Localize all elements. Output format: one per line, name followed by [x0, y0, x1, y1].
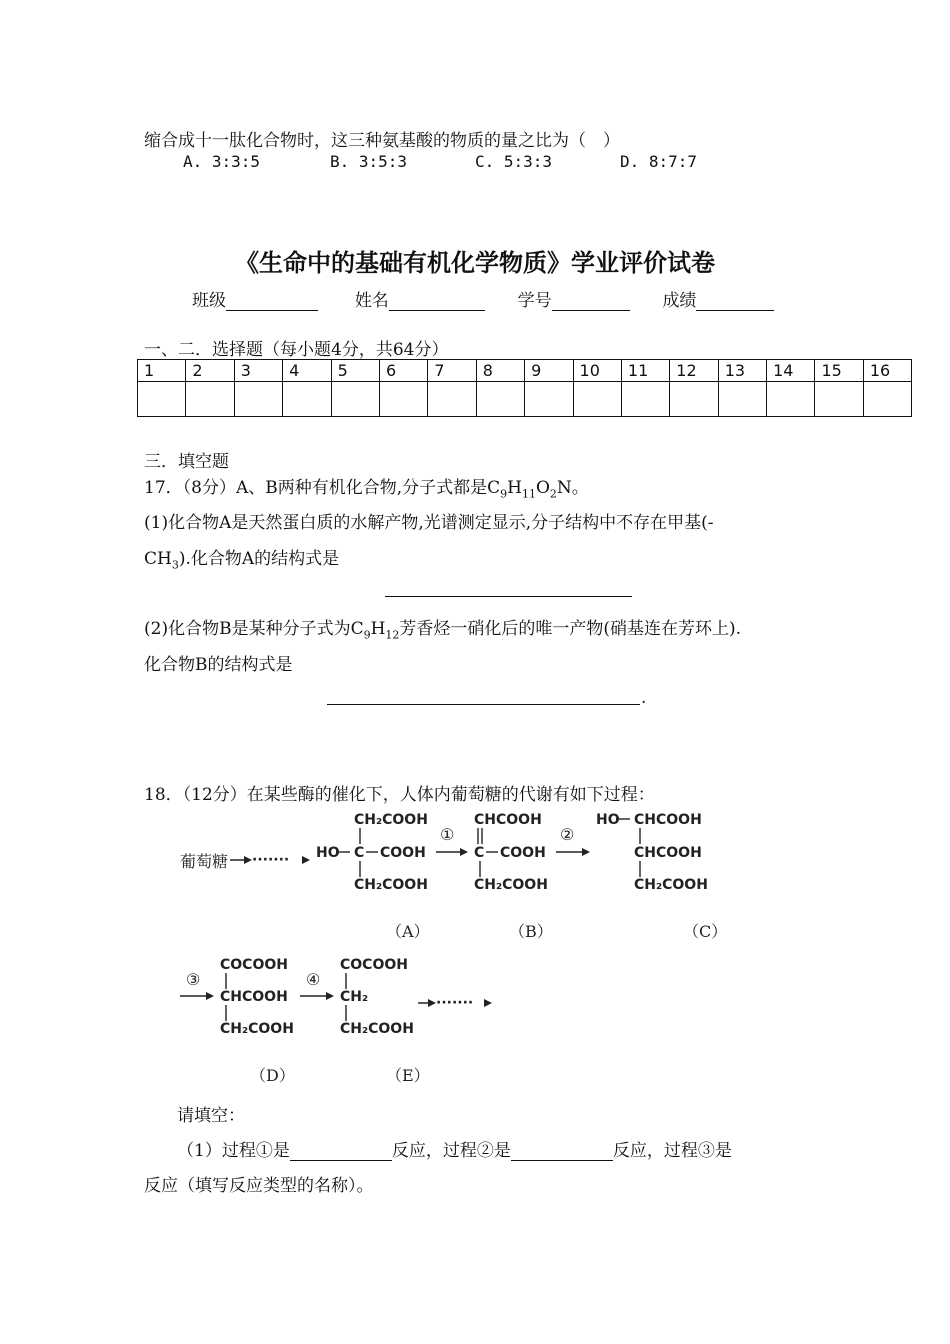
q17-text: 芳香烃一硝化后的唯一产物(硝基连在芳环上).: [399, 619, 742, 639]
q17-part1-line1: (1)化合物A是天然蛋白质的水解产物,光谱测定显示,分子结构中不存在甲基(-: [144, 513, 714, 533]
answer-table: [137, 359, 912, 417]
info-row: [192, 286, 774, 311]
answer-cell[interactable]: [718, 382, 766, 417]
q17-sub: 3: [171, 558, 179, 572]
label-a: （A）: [386, 922, 430, 941]
answer-number: 8: [476, 360, 524, 382]
compound-d-top: COCOOH: [220, 957, 288, 973]
arrow-head: [326, 992, 334, 1000]
q17-sub: 2: [549, 487, 557, 501]
answer-cell[interactable]: [186, 382, 234, 417]
q16-option-d: D. 8:7:7: [620, 152, 698, 171]
answer-cell[interactable]: [476, 382, 524, 417]
q17-part2-line2: 化合物B的结构式是: [144, 655, 293, 675]
q18-fill-prompt: 请填空：: [177, 1106, 245, 1126]
step-2-label: ②: [560, 825, 575, 844]
compound-b-cooh: COOH: [500, 845, 546, 861]
step-3-label: ③: [186, 970, 201, 989]
answer-cell[interactable]: [767, 382, 815, 417]
q18-text: （1）过程①是: [177, 1141, 290, 1161]
compound-c-mid: CHCOOH: [634, 845, 702, 861]
answer-number: 10: [573, 360, 621, 382]
q17-part2-line1: [144, 614, 741, 641]
arrow-head: [428, 999, 436, 1007]
name-field[interactable]: [389, 292, 485, 311]
q18-text: 反应，过程③是: [612, 1141, 732, 1161]
q18-q1-line1: [177, 1136, 732, 1161]
q17-text: H: [507, 478, 522, 498]
q18-blank-2[interactable]: [511, 1144, 613, 1161]
name-label: 姓名: [354, 291, 389, 311]
compound-d-mid: CHCOOH: [220, 989, 288, 1005]
q17-answer-line-1[interactable]: [385, 596, 632, 597]
q17-text: N。: [556, 478, 589, 498]
answer-cell[interactable]: [331, 382, 379, 417]
answer-number-row: [138, 360, 912, 382]
answer-number: 16: [863, 360, 911, 382]
answer-number: 6: [379, 360, 427, 382]
compound-b-top: CHCOOH: [474, 812, 542, 828]
answer-number: 1: [138, 360, 186, 382]
q16-option-b: B. 3:5:3: [330, 152, 408, 171]
answer-cell[interactable]: [283, 382, 331, 417]
answer-number: 9: [525, 360, 573, 382]
label-c: （C）: [683, 922, 728, 941]
compound-a-top: CH₂COOH: [354, 812, 428, 828]
glucose-label: 葡萄糖: [180, 852, 229, 871]
compound-d-bottom: CH₂COOH: [220, 1021, 294, 1037]
metabolism-pathway-diagram: [0, 800, 950, 1085]
answer-cell[interactable]: [670, 382, 718, 417]
compound-a-cooh: COOH: [380, 845, 426, 861]
compound-a-ho: HO: [316, 845, 340, 861]
arrow-head: [582, 848, 590, 856]
label-b: （B）: [509, 922, 553, 941]
score-label: 成绩: [662, 291, 697, 311]
q17-text: H: [370, 619, 386, 639]
arrow-head: [206, 992, 214, 1000]
step-4-label: ④: [306, 970, 321, 989]
answer-number: 11: [621, 360, 669, 382]
score-field[interactable]: [696, 292, 774, 311]
q17-text: (2)化合物B是某种分子式为C: [144, 619, 364, 639]
compound-e-mid: CH₂: [340, 989, 369, 1005]
answer-cell[interactable]: [863, 382, 911, 417]
answer-cell[interactable]: [525, 382, 573, 417]
label-e: （E）: [386, 1066, 430, 1085]
compound-e-bottom: CH₂COOH: [340, 1021, 414, 1037]
arrow-head: [244, 856, 252, 864]
answer-input-row: [138, 382, 912, 417]
answer-cell[interactable]: [428, 382, 476, 417]
answer-number: 5: [331, 360, 379, 382]
answer-number: 4: [283, 360, 331, 382]
q16-option-c: C. 5:3:3: [475, 152, 553, 171]
student-id-field[interactable]: [552, 292, 630, 311]
answer-cell[interactable]: [234, 382, 282, 417]
q17-sub: 9: [500, 487, 508, 501]
answer-cell[interactable]: [573, 382, 621, 417]
arrow-head: [302, 856, 310, 864]
q17-text: CH: [144, 549, 172, 569]
student-id-label: 学号: [517, 291, 552, 311]
q16-option-a: A. 3:3:5: [183, 152, 261, 171]
q17-stem-text: 17．（8分）A、B两种有机化合物,分子式都是C: [144, 478, 501, 498]
q17-sub: 11: [521, 487, 536, 501]
q17-period: .: [641, 688, 647, 708]
arrow-head: [460, 848, 468, 856]
label-d: （D）: [250, 1066, 295, 1085]
q18-text: 反应，过程②是: [391, 1141, 511, 1161]
compound-a-c: C: [354, 845, 365, 861]
compound-c-top: CHCOOH: [634, 812, 702, 828]
q17-text: ).化合物A的结构式是: [178, 549, 340, 569]
answer-number: 2: [186, 360, 234, 382]
q17-sub: 12: [385, 628, 400, 642]
answer-number: 13: [718, 360, 766, 382]
q16-stem: 缩合成十一肽化合物时，这三种氨基酸的物质的量之比为（ ）: [144, 131, 620, 151]
answer-cell[interactable]: [379, 382, 427, 417]
answer-cell[interactable]: [138, 382, 186, 417]
compound-c-ho: HO: [596, 812, 620, 828]
section1-heading: 一、二．选择题（每小题4分，共64分）: [144, 340, 449, 360]
section3-heading: 三．填空题: [144, 452, 229, 472]
compound-c-bottom: CH₂COOH: [634, 877, 708, 893]
answer-cell[interactable]: [621, 382, 669, 417]
q18-stem: 18．（12分）在某些酶的催化下，人体内葡萄糖的代谢有如下过程：: [144, 785, 655, 805]
answer-number: 14: [767, 360, 815, 382]
q17-text: O: [535, 478, 550, 498]
q18-blank-1[interactable]: [290, 1144, 392, 1161]
exam-title: 《生命中的基础有机化学物质》学业评价试卷: [235, 249, 715, 277]
q17-sub: 9: [363, 628, 371, 642]
answer-number: 12: [670, 360, 718, 382]
dots: ·······: [252, 852, 290, 868]
arrow-head: [484, 999, 492, 1007]
q17-stem: [144, 473, 589, 500]
class-label: 班级: [192, 291, 226, 311]
answer-number: 15: [815, 360, 863, 382]
answer-number: 3: [234, 360, 282, 382]
compound-e-top: COCOOH: [340, 957, 408, 973]
compound-b-c: C: [474, 845, 485, 861]
compound-a-bottom: CH₂COOH: [354, 877, 428, 893]
answer-number: 7: [428, 360, 476, 382]
class-field[interactable]: [226, 292, 318, 311]
q17-answer-line-2[interactable]: [327, 704, 640, 705]
q17-part1-line2: [144, 544, 339, 571]
dots: ·······: [436, 995, 474, 1011]
q18-q1-line2: 反应（填写反应类型的名称）。: [144, 1176, 374, 1196]
step-1-label: ①: [440, 825, 455, 844]
answer-cell[interactable]: [815, 382, 863, 417]
compound-b-bottom: CH₂COOH: [474, 877, 548, 893]
